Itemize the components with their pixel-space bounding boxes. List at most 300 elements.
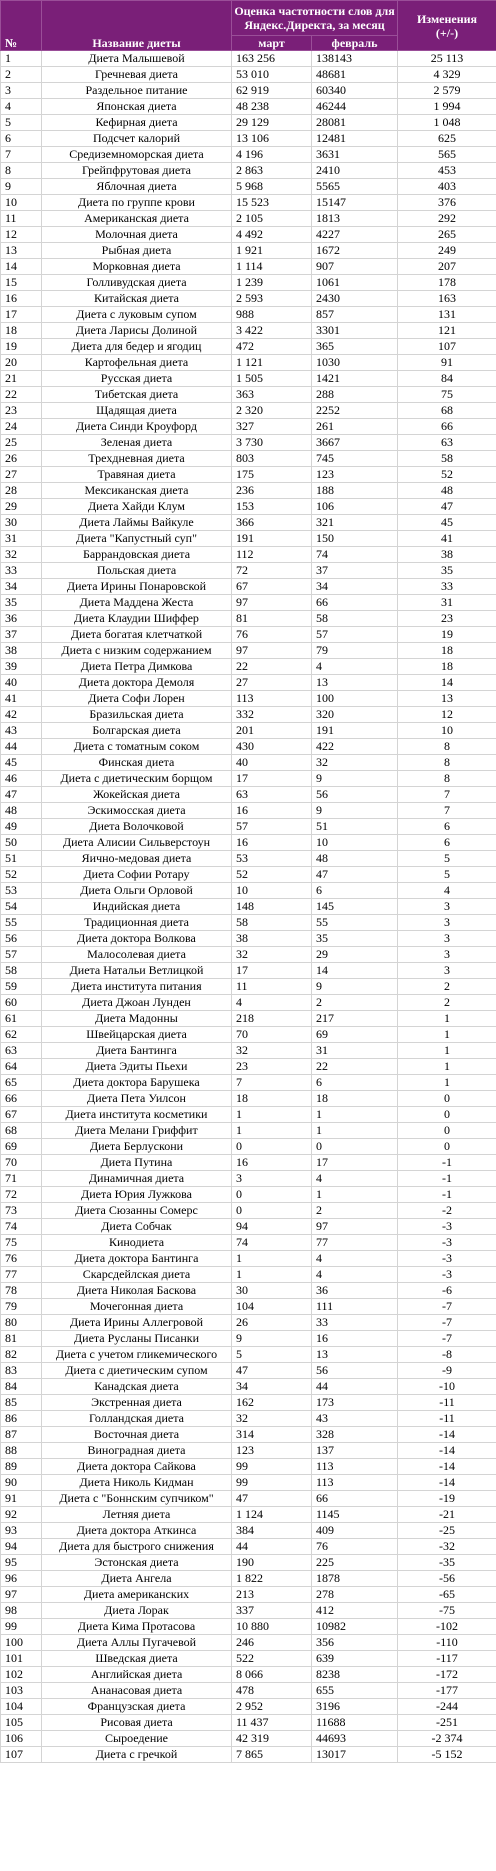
row-number: 1 <box>1 51 42 67</box>
row-number: 11 <box>1 211 42 227</box>
february-value: 48681 <box>312 67 398 83</box>
march-value: 191 <box>232 531 312 547</box>
february-value: 56 <box>312 787 398 803</box>
diet-name: Диета Малышевой <box>42 51 232 67</box>
table-row <box>1 1251 496 1267</box>
table-row <box>1 275 496 291</box>
row-number: 65 <box>1 1075 42 1091</box>
february-value: 48 <box>312 851 398 867</box>
change-value: 1 <box>398 1075 496 1091</box>
change-value: -11 <box>398 1395 496 1411</box>
diet-name: Диета Кима Протасова <box>42 1619 232 1635</box>
table-row <box>1 995 496 1011</box>
march-value: 113 <box>232 691 312 707</box>
diet-name: Диета Сюзанны Сомерс <box>42 1203 232 1219</box>
row-number: 67 <box>1 1107 42 1123</box>
change-value: -56 <box>398 1571 496 1587</box>
diet-name: Диета Джоан Лунден <box>42 995 232 1011</box>
february-value: 34 <box>312 579 398 595</box>
march-value: 363 <box>232 387 312 403</box>
diet-name: Яблочная диета <box>42 179 232 195</box>
change-value: 453 <box>398 163 496 179</box>
march-value: 7 865 <box>232 1747 312 1763</box>
diet-name: Диета Петра Димкова <box>42 659 232 675</box>
diet-name: Диета доктора Волкова <box>42 931 232 947</box>
march-value: 112 <box>232 547 312 563</box>
change-value: -1 <box>398 1155 496 1171</box>
diet-name: Диета с низким содержанием <box>42 643 232 659</box>
diet-name: Русская диета <box>42 371 232 387</box>
row-number: 92 <box>1 1507 42 1523</box>
table-row <box>1 1139 496 1155</box>
row-number: 59 <box>1 979 42 995</box>
change-value: -2 374 <box>398 1731 496 1747</box>
february-value: 288 <box>312 387 398 403</box>
february-value: 412 <box>312 1603 398 1619</box>
march-value: 18 <box>232 1091 312 1107</box>
row-number: 103 <box>1 1683 42 1699</box>
change-value: 52 <box>398 467 496 483</box>
table-row <box>1 371 496 387</box>
table-row <box>1 787 496 803</box>
row-number: 66 <box>1 1091 42 1107</box>
change-value: 6 <box>398 819 496 835</box>
march-value: 0 <box>232 1187 312 1203</box>
table-row <box>1 1155 496 1171</box>
march-value: 153 <box>232 499 312 515</box>
table-row <box>1 243 496 259</box>
change-value: -3 <box>398 1251 496 1267</box>
table-row <box>1 1043 496 1059</box>
table-row <box>1 451 496 467</box>
diet-name: Диета для бедер и ягодиц <box>42 339 232 355</box>
february-value: 18 <box>312 1091 398 1107</box>
row-number: 97 <box>1 1587 42 1603</box>
diet-name: Бразильская диета <box>42 707 232 723</box>
february-value: 51 <box>312 819 398 835</box>
row-number: 107 <box>1 1747 42 1763</box>
row-number: 47 <box>1 787 42 803</box>
change-value: -14 <box>398 1427 496 1443</box>
march-value: 1 124 <box>232 1507 312 1523</box>
february-value: 8238 <box>312 1667 398 1683</box>
change-value: 31 <box>398 595 496 611</box>
march-value: 10 <box>232 883 312 899</box>
row-number: 3 <box>1 83 42 99</box>
row-number: 22 <box>1 387 42 403</box>
diet-name: Диета Алисии Сильверстоун <box>42 835 232 851</box>
march-value: 1 <box>232 1107 312 1123</box>
march-value: 1 822 <box>232 1571 312 1587</box>
march-value: 478 <box>232 1683 312 1699</box>
row-number: 87 <box>1 1427 42 1443</box>
table-row <box>1 435 496 451</box>
diet-name: Раздельное питание <box>42 83 232 99</box>
march-value: 99 <box>232 1475 312 1491</box>
february-value: 13 <box>312 1347 398 1363</box>
march-value: 332 <box>232 707 312 723</box>
change-value: 3 <box>398 931 496 947</box>
march-value: 2 593 <box>232 291 312 307</box>
march-value: 213 <box>232 1587 312 1603</box>
change-value: -21 <box>398 1507 496 1523</box>
march-value: 26 <box>232 1315 312 1331</box>
march-value: 1 121 <box>232 355 312 371</box>
row-number: 33 <box>1 563 42 579</box>
change-value: 376 <box>398 195 496 211</box>
march-value: 15 523 <box>232 195 312 211</box>
table-row <box>1 387 496 403</box>
february-value: 320 <box>312 707 398 723</box>
diet-name: Диета института питания <box>42 979 232 995</box>
march-value: 99 <box>232 1459 312 1475</box>
february-value: 35 <box>312 931 398 947</box>
february-value: 5565 <box>312 179 398 195</box>
table-row <box>1 691 496 707</box>
row-number: 70 <box>1 1155 42 1171</box>
change-value: 3 <box>398 963 496 979</box>
table-row <box>1 1699 496 1715</box>
table-row <box>1 1075 496 1091</box>
change-value: 8 <box>398 755 496 771</box>
march-value: 57 <box>232 819 312 835</box>
march-value: 72 <box>232 563 312 579</box>
row-number: 104 <box>1 1699 42 1715</box>
change-value: 45 <box>398 515 496 531</box>
february-value: 328 <box>312 1427 398 1443</box>
header-february: февраль <box>312 36 398 51</box>
table-row <box>1 1747 496 1763</box>
diet-name: Ананасовая диета <box>42 1683 232 1699</box>
table-row <box>1 1443 496 1459</box>
table-row <box>1 643 496 659</box>
table-row <box>1 1603 496 1619</box>
change-value: 47 <box>398 499 496 515</box>
february-value: 57 <box>312 627 398 643</box>
february-value: 365 <box>312 339 398 355</box>
february-value: 1 <box>312 1107 398 1123</box>
row-number: 90 <box>1 1475 42 1491</box>
march-value: 522 <box>232 1651 312 1667</box>
row-number: 43 <box>1 723 42 739</box>
row-number: 74 <box>1 1219 42 1235</box>
change-value: 7 <box>398 803 496 819</box>
march-value: 94 <box>232 1219 312 1235</box>
march-value: 47 <box>232 1363 312 1379</box>
change-value: -7 <box>398 1315 496 1331</box>
change-value: 84 <box>398 371 496 387</box>
row-number: 76 <box>1 1251 42 1267</box>
table-row <box>1 1027 496 1043</box>
row-number: 16 <box>1 291 42 307</box>
table-row <box>1 675 496 691</box>
february-value: 32 <box>312 755 398 771</box>
february-value: 1672 <box>312 243 398 259</box>
change-value: 14 <box>398 675 496 691</box>
diet-name: Диета Русланы Писанки <box>42 1331 232 1347</box>
diet-name: Канадская диета <box>42 1379 232 1395</box>
table-row <box>1 1331 496 1347</box>
change-value: 3 <box>398 899 496 915</box>
table-row <box>1 1731 496 1747</box>
row-number: 18 <box>1 323 42 339</box>
february-value: 1061 <box>312 275 398 291</box>
table-row <box>1 323 496 339</box>
diet-name: Диета Ларисы Долиной <box>42 323 232 339</box>
table-row <box>1 531 496 547</box>
change-value: -5 152 <box>398 1747 496 1763</box>
table-row <box>1 1427 496 1443</box>
change-value: -7 <box>398 1299 496 1315</box>
february-value: 3196 <box>312 1699 398 1715</box>
diet-name: Диета Клаудии Шиффер <box>42 611 232 627</box>
diet-name: Английская диета <box>42 1667 232 1683</box>
february-value: 217 <box>312 1011 398 1027</box>
header-change-line2: (+/-) <box>435 25 459 40</box>
row-number: 75 <box>1 1235 42 1251</box>
diet-name: Рисовая диета <box>42 1715 232 1731</box>
change-value: -14 <box>398 1443 496 1459</box>
table-row <box>1 1651 496 1667</box>
row-number: 49 <box>1 819 42 835</box>
table-row <box>1 899 496 915</box>
row-number: 40 <box>1 675 42 691</box>
change-value: 131 <box>398 307 496 323</box>
march-value: 2 320 <box>232 403 312 419</box>
february-value: 137 <box>312 1443 398 1459</box>
march-value: 11 437 <box>232 1715 312 1731</box>
table-row <box>1 1539 496 1555</box>
february-value: 2 <box>312 1203 398 1219</box>
table-row <box>1 1203 496 1219</box>
diet-name: Швейцарская диета <box>42 1027 232 1043</box>
table-row <box>1 115 496 131</box>
row-number: 34 <box>1 579 42 595</box>
february-value: 745 <box>312 451 398 467</box>
row-number: 4 <box>1 99 42 115</box>
february-value: 79 <box>312 643 398 659</box>
march-value: 3 422 <box>232 323 312 339</box>
march-value: 97 <box>232 643 312 659</box>
diet-name: Диета Берлускони <box>42 1139 232 1155</box>
change-value: 1 994 <box>398 99 496 115</box>
march-value: 175 <box>232 467 312 483</box>
diet-name: Диета Мадонны <box>42 1011 232 1027</box>
diet-name: Сыроедение <box>42 1731 232 1747</box>
change-value: -9 <box>398 1363 496 1379</box>
march-value: 67 <box>232 579 312 595</box>
february-value: 100 <box>312 691 398 707</box>
diet-name: Диета с гречкой <box>42 1747 232 1763</box>
diet-name: Диета с учетом гликемического <box>42 1347 232 1363</box>
row-number: 28 <box>1 483 42 499</box>
february-value: 3667 <box>312 435 398 451</box>
table-row <box>1 1411 496 1427</box>
row-number: 30 <box>1 515 42 531</box>
row-number: 46 <box>1 771 42 787</box>
february-value: 4 <box>312 1267 398 1283</box>
march-value: 53 010 <box>232 67 312 83</box>
table-row <box>1 1267 496 1283</box>
table-row <box>1 1315 496 1331</box>
february-value: 74 <box>312 547 398 563</box>
march-value: 32 <box>232 947 312 963</box>
february-value: 1030 <box>312 355 398 371</box>
diet-name: Диета Ангела <box>42 1571 232 1587</box>
row-number: 57 <box>1 947 42 963</box>
february-value: 10 <box>312 835 398 851</box>
change-value: -3 <box>398 1235 496 1251</box>
row-number: 26 <box>1 451 42 467</box>
march-value: 162 <box>232 1395 312 1411</box>
march-value: 236 <box>232 483 312 499</box>
march-value: 40 <box>232 755 312 771</box>
row-number: 35 <box>1 595 42 611</box>
february-value: 138143 <box>312 51 398 67</box>
table-row <box>1 179 496 195</box>
row-number: 25 <box>1 435 42 451</box>
change-value: -8 <box>398 1347 496 1363</box>
row-number: 91 <box>1 1491 42 1507</box>
diet-name: Диета Синди Кроуфорд <box>42 419 232 435</box>
change-value: -110 <box>398 1635 496 1651</box>
change-value: -102 <box>398 1619 496 1635</box>
diet-name: Диета Собчак <box>42 1219 232 1235</box>
diet-name: Диета Маддена Жеста <box>42 595 232 611</box>
diet-name: Морковная диета <box>42 259 232 275</box>
february-value: 2430 <box>312 291 398 307</box>
row-number: 93 <box>1 1523 42 1539</box>
row-number: 44 <box>1 739 42 755</box>
diet-name: Диета Юрия Лужкова <box>42 1187 232 1203</box>
february-value: 4 <box>312 1251 398 1267</box>
february-value: 111 <box>312 1299 398 1315</box>
february-value: 9 <box>312 803 398 819</box>
row-number: 48 <box>1 803 42 819</box>
diet-name: Трехдневная диета <box>42 451 232 467</box>
table-row <box>1 1283 496 1299</box>
table-row <box>1 707 496 723</box>
march-value: 10 880 <box>232 1619 312 1635</box>
change-value: 163 <box>398 291 496 307</box>
table-row <box>1 883 496 899</box>
march-value: 44 <box>232 1539 312 1555</box>
change-value: 48 <box>398 483 496 499</box>
march-value: 2 105 <box>232 211 312 227</box>
row-number: 77 <box>1 1267 42 1283</box>
february-value: 356 <box>312 1635 398 1651</box>
march-value: 246 <box>232 1635 312 1651</box>
diet-name: Щадящая диета <box>42 403 232 419</box>
change-value: 1 <box>398 1043 496 1059</box>
row-number: 13 <box>1 243 42 259</box>
february-value: 55 <box>312 915 398 931</box>
table-row <box>1 259 496 275</box>
diet-name: Малосолевая диета <box>42 947 232 963</box>
row-number: 50 <box>1 835 42 851</box>
change-value: 625 <box>398 131 496 147</box>
february-value: 77 <box>312 1235 398 1251</box>
table-row <box>1 51 496 67</box>
row-number: 24 <box>1 419 42 435</box>
table-row <box>1 1459 496 1475</box>
march-value: 97 <box>232 595 312 611</box>
row-number: 39 <box>1 659 42 675</box>
diet-name: Диета Путина <box>42 1155 232 1171</box>
row-number: 21 <box>1 371 42 387</box>
change-value: -117 <box>398 1651 496 1667</box>
table-row <box>1 307 496 323</box>
table-row <box>1 83 496 99</box>
february-value: 422 <box>312 739 398 755</box>
february-value: 11688 <box>312 1715 398 1731</box>
row-number: 64 <box>1 1059 42 1075</box>
change-value: 7 <box>398 787 496 803</box>
change-value: -172 <box>398 1667 496 1683</box>
table-row <box>1 1715 496 1731</box>
change-value: -251 <box>398 1715 496 1731</box>
change-value: 33 <box>398 579 496 595</box>
table-row <box>1 1635 496 1651</box>
diet-name: Диета Лаймы Вайкуле <box>42 515 232 531</box>
march-value: 22 <box>232 659 312 675</box>
march-value: 218 <box>232 1011 312 1027</box>
diet-name: Диета Аллы Пугачевой <box>42 1635 232 1651</box>
table-row <box>1 467 496 483</box>
diet-name: Шведская диета <box>42 1651 232 1667</box>
march-value: 472 <box>232 339 312 355</box>
row-number: 10 <box>1 195 42 211</box>
february-value: 123 <box>312 467 398 483</box>
march-value: 81 <box>232 611 312 627</box>
change-value: -6 <box>398 1283 496 1299</box>
row-number: 15 <box>1 275 42 291</box>
table-row <box>1 563 496 579</box>
diet-name: Диета Мелани Гриффит <box>42 1123 232 1139</box>
march-value: 16 <box>232 1155 312 1171</box>
march-value: 327 <box>232 419 312 435</box>
table-row <box>1 723 496 739</box>
march-value: 148 <box>232 899 312 915</box>
february-value: 56 <box>312 1363 398 1379</box>
march-value: 1 <box>232 1267 312 1283</box>
change-value: 1 <box>398 1011 496 1027</box>
diet-name: Диета "Капустный суп" <box>42 531 232 547</box>
february-value: 1878 <box>312 1571 398 1587</box>
row-number: 12 <box>1 227 42 243</box>
march-value: 384 <box>232 1523 312 1539</box>
row-number: 6 <box>1 131 42 147</box>
change-value: 58 <box>398 451 496 467</box>
march-value: 988 <box>232 307 312 323</box>
row-number: 7 <box>1 147 42 163</box>
february-value: 10982 <box>312 1619 398 1635</box>
change-value: 1 <box>398 1059 496 1075</box>
change-value: 38 <box>398 547 496 563</box>
february-value: 17 <box>312 1155 398 1171</box>
table-row <box>1 963 496 979</box>
row-number: 101 <box>1 1651 42 1667</box>
table-row <box>1 1235 496 1251</box>
march-value: 190 <box>232 1555 312 1571</box>
table-row <box>1 1667 496 1683</box>
february-value: 29 <box>312 947 398 963</box>
february-value: 1 <box>312 1123 398 1139</box>
change-value: 0 <box>398 1091 496 1107</box>
diet-name: Тибетская диета <box>42 387 232 403</box>
diet-name: Рыбная диета <box>42 243 232 259</box>
february-value: 13017 <box>312 1747 398 1763</box>
